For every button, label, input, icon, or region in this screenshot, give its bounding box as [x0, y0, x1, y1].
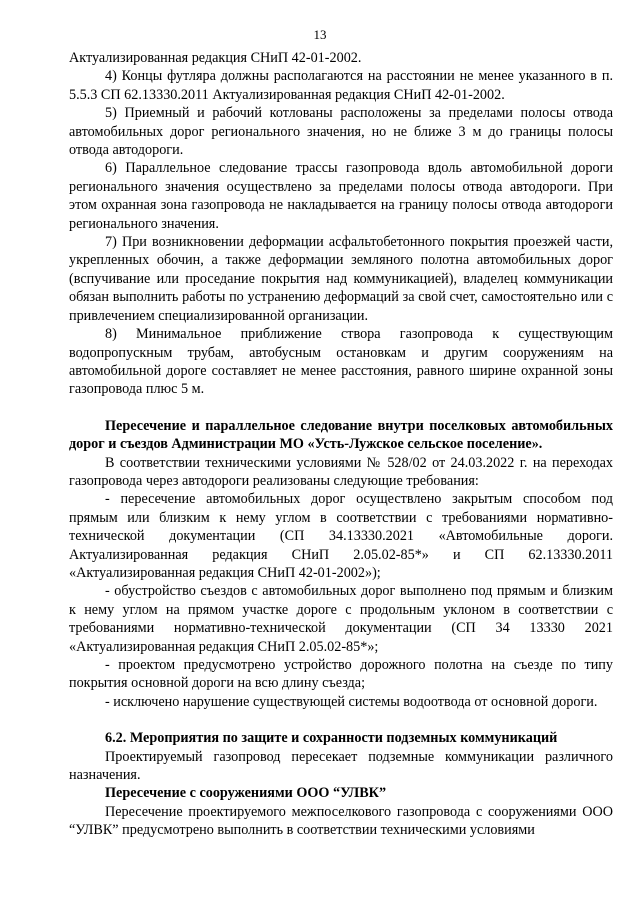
- paragraph: 5) Приемный и рабочий котлованы расположены за пределами полосы отвода автомобильных дорог регионального значения, но не ближе 3 м до границы полосы отвода автодороги.: [69, 105, 613, 159]
- paragraph: Проектируемый газопровод пересекает подземные коммуникации различного назначения.: [69, 748, 613, 784]
- paragraph: 8) Минимальное приближение створа газопровода к существующим водопропускным трубам, автобусным остановкам и другим сооружениям на автомобильной дороге составляет не менее расстояния, равного ширине охранной зоны газопровода плюс 5 м.: [69, 326, 613, 398]
- list-item: - проектом предусмотрено устройство дорожного полотна на съезде по типу покрытия основной дороги на всю длину съезда;: [69, 657, 613, 692]
- subsection-heading: Пересечение с сооружениями ООО “УЛВК”: [105, 785, 387, 802]
- paragraph: 7) При возникновении деформации асфальтобетонного покрытия проезжей части, укрепленных обочин, а также деформации земляного полотна автомобильных дорог (вспучивание или проседание покрытия над коммуникацией), владелец коммуникации обязан выполнить работы по устранению деформаций за свой счет, самостоятельно или с привлечением специализированной организации.: [69, 234, 613, 324]
- paragraph: Актуализированная редакция СНиП 42-01-2002.: [69, 50, 362, 66]
- paragraph: 4) Концы футляра должны располагаются на расстоянии не менее указанного в п. 5.5.3 СП 62.13330.2011 Актуализированная редакция СНиП 42-01-2002.: [69, 68, 613, 103]
- paragraph: В соответствии техническими условиями № 528/02 от 24.03.2022 г. на переходах газопровода через автодороги реализованы следующие требования:: [69, 454, 613, 489]
- page-body: [69, 49, 613, 840]
- paragraph: 6) Параллельное следование трассы газопровода вдоль автомобильной дороги регионального значения осуществлено за пределами полосы отвода автодороги. При этом охранная зона газопровода не накладывается на границу полосы отвода автодороги регионального значения.: [69, 160, 613, 232]
- section-heading: Пересечение и параллельное следование внутри поселковых автомобильных дорог и съездов Администрации МО «Усть-Лужское сельское поселение».: [69, 417, 613, 453]
- section-heading: 6.2. Мероприятия по защите и сохранности подземных коммуникаций: [105, 730, 558, 747]
- list-item: - обустройство съездов с автомобильных дорог выполнено под прямым и близким к нему углом на прямом участке дороге с продольным уклоном в соответствии с требованиями нормативно-технической документации (СП 34 13330 2021 «Актуализированная редакция СНиП 2.05.02-85*»;: [69, 583, 613, 655]
- paragraph: Пересечение проектируемого межпоселкового газопровода с сооружениями ООО “УЛВК” предусмотрено выполнить в соответствии техническими условиями: [69, 803, 613, 839]
- list-item: - исключено нарушение существующей системы водоотвода от основной дороги.: [105, 693, 598, 710]
- page-number: 13: [313, 27, 327, 42]
- list-item: - пересечение автомобильных дорог осуществлено закрытым способом под прямым или близким к нему углом в соответствии с требованиями нормативно-технической документации (СП 34.13330.2021 «Автомобильные дороги. Актуализированная редакция СНиП 2.05.02-85*» и СП 62.13330.2011 «Актуализированная редакция СНиП 42-01-2002»);: [69, 491, 613, 581]
